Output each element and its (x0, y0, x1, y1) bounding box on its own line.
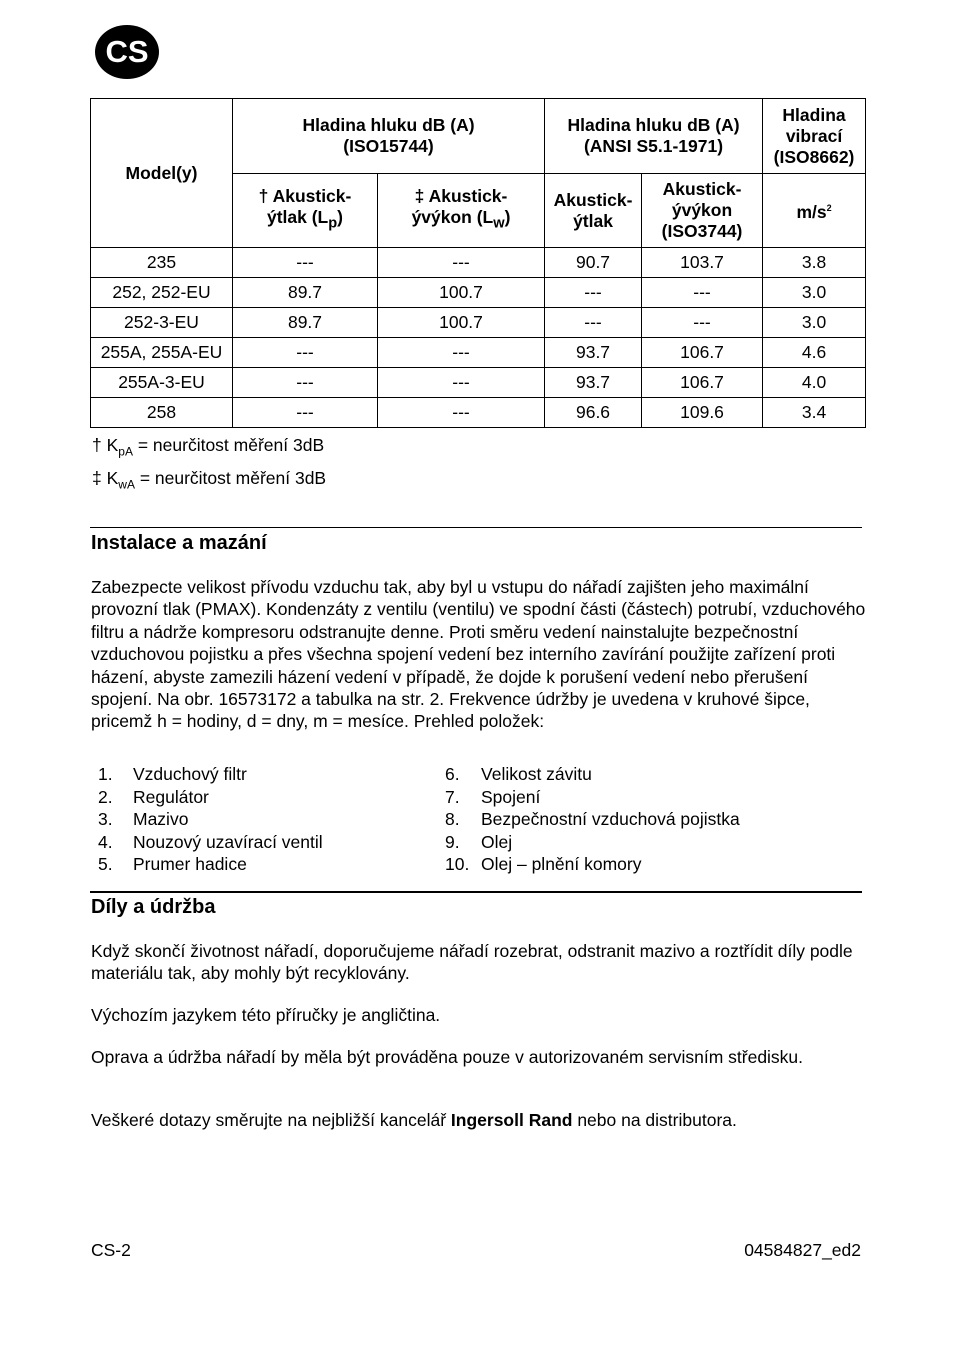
ansi-power-cell: 109.6 (642, 398, 763, 428)
list-item: 1. Vzduchový filtr (98, 764, 247, 784)
table-row (91, 248, 866, 278)
ansi-group-header: Hladina hluku dB (A) (ANSI S5.1-1971) (545, 99, 763, 174)
vibration-cell: 4.0 (763, 368, 866, 398)
model-cell: 235 (91, 248, 233, 278)
lw-cell: --- (378, 248, 545, 278)
lp-cell: 89.7 (233, 278, 378, 308)
vibration-group-header: Hladina vibrací (ISO8662) (763, 99, 866, 174)
vibration-cell: 4.6 (763, 338, 866, 368)
model-cell: 252, 252-EU (91, 278, 233, 308)
parts-list-left (91, 763, 323, 876)
model-cell: 255A-3-EU (91, 368, 233, 398)
page-number: CS-2 (91, 1240, 131, 1260)
table-footnotes (92, 432, 326, 497)
vibration-cell: 3.4 (763, 398, 866, 428)
list-item: 4. Nouzový uzavírací ventil (98, 831, 323, 852)
vibration-unit-header: $m/s^2$ (763, 174, 866, 248)
table-row (91, 398, 866, 428)
ansi-pressure-header: Akustick- ýtlak (545, 174, 642, 248)
list-item: 7. Spojení (445, 786, 541, 807)
list-item: 5. Prumer hadice (98, 854, 247, 874)
recycling-paragraph: Když skončí životnost nářadí, doporučujeme nářadí rozebrat, odstranit mazivo a roztřídit díly podle materiálu tak, aby mohly být recyklovány. (91, 941, 853, 984)
lp-cell: --- (233, 248, 378, 278)
table-row (91, 308, 866, 338)
iso-pressure-header: † Akustick- ýtlak $(L_p)$ (233, 174, 378, 248)
list-item: 9. Olej (445, 831, 513, 852)
list-item: 3. Mazivo (98, 809, 189, 829)
ansi-pressure-cell: 93.7 (545, 368, 642, 398)
vibration-cell: 3.8 (763, 248, 866, 278)
contact-paragraph: Veškeré dotazy směrujte na nejbližší kancelář Ingersoll Rand nebo na distributora. (91, 1110, 737, 1130)
model-header: Model(y) (91, 99, 233, 248)
iso15744-group-header: Hladina hluku dB (A) (ISO15744) (233, 99, 545, 174)
lw-cell: 100.7 (378, 278, 545, 308)
lp-cell: --- (233, 368, 378, 398)
ansi-power-cell: --- (642, 278, 763, 308)
section-title-parts: Díly a údržba (91, 896, 216, 918)
vibration-cell: 3.0 (763, 278, 866, 308)
ansi-pressure-cell: 96.6 (545, 398, 642, 428)
vibration-cell: 3.0 (763, 308, 866, 338)
language-paragraph: Výchozím jazykem této příručky je angličtina. (91, 1005, 441, 1025)
footnote-kpa: † $K_{pA}$ = neurčitost měření 3dB (92, 435, 325, 459)
lp-cell: --- (233, 338, 378, 368)
ansi-pressure-cell: --- (545, 308, 642, 338)
ansi-power-cell: 106.7 (642, 338, 763, 368)
model-cell: 255A, 255A-EU (91, 338, 233, 368)
lp-cell: 89.7 (233, 308, 378, 338)
noise-vibration-table (90, 98, 866, 428)
language-badge: CS (95, 25, 159, 79)
ansi-pressure-cell: 93.7 (545, 338, 642, 368)
lw-cell: 100.7 (378, 308, 545, 338)
installation-paragraph: Zabezpecte velikost přívodu vzduchu tak, aby byl u vstupu do nářadí zajišten jeho maximální provozní tlak (PMAX). Kondenzáty z ventilu (ventilu) ve spodní části (částech) potrubí, vzduchového filtru a nádrže kompresoru odstranujte denne. Proti směru vedení nainstalujte bezpečnostní vzduchovou pojistku a přes všechna spojení vedení bez interního zavírání použijte zařízení proti házení, abyste zamezili házení vedení v případě, že dojde k porušení vedení nebo přerušení spojení. Na obr. 16573172 a tabulka na str. 2. Frekvence údržby je uvedena v kruhové šipce, pricemž h = hodiny, d = dny, m = mesíce. Prehled položek: (91, 577, 866, 732)
lw-cell: --- (378, 398, 545, 428)
lw-cell: --- (378, 368, 545, 398)
lp-cell: --- (233, 398, 378, 428)
list-item: 8. Bezpečnostní vzduchová pojistka (445, 809, 740, 829)
ansi-power-cell: --- (642, 308, 763, 338)
list-item: 10. Olej – plnění komory (445, 854, 642, 874)
section-title-installation: Instalace a mazání (91, 532, 267, 554)
model-cell: 258 (91, 398, 233, 428)
footnote-kwa: ‡ $K_{wA}$ = neurčitost měření 3dB (92, 467, 327, 491)
ansi-pressure-cell: --- (545, 278, 642, 308)
document-code: 04584827_ed2 (744, 1240, 861, 1260)
ansi-pressure-cell: 90.7 (545, 248, 642, 278)
service-paragraph: Oprava a údržba nářadí by měla být prováděna pouze v autorizovaném servisním středisku. (91, 1047, 804, 1067)
table-row (91, 338, 866, 368)
table-row (91, 278, 866, 308)
ansi-power-cell: 106.7 (642, 368, 763, 398)
model-cell: 252-3-EU (91, 308, 233, 338)
ansi-power-cell: 103.7 (642, 248, 763, 278)
brand-name: Ingersoll Rand (450, 1110, 573, 1130)
iso-power-header: ‡ Akustick- ývýkon $(L_w)$ (378, 174, 545, 248)
lw-cell: --- (378, 338, 545, 368)
section-divider (90, 891, 862, 893)
list-item: 6. Velikost závitu (445, 764, 592, 784)
list-item: 2. Regulátor (98, 786, 209, 807)
ansi-power-header: Akustick- ývýkon (ISO3744) (642, 174, 763, 248)
table-row (91, 368, 866, 398)
parts-list-right (445, 763, 740, 876)
section-divider (90, 527, 862, 528)
